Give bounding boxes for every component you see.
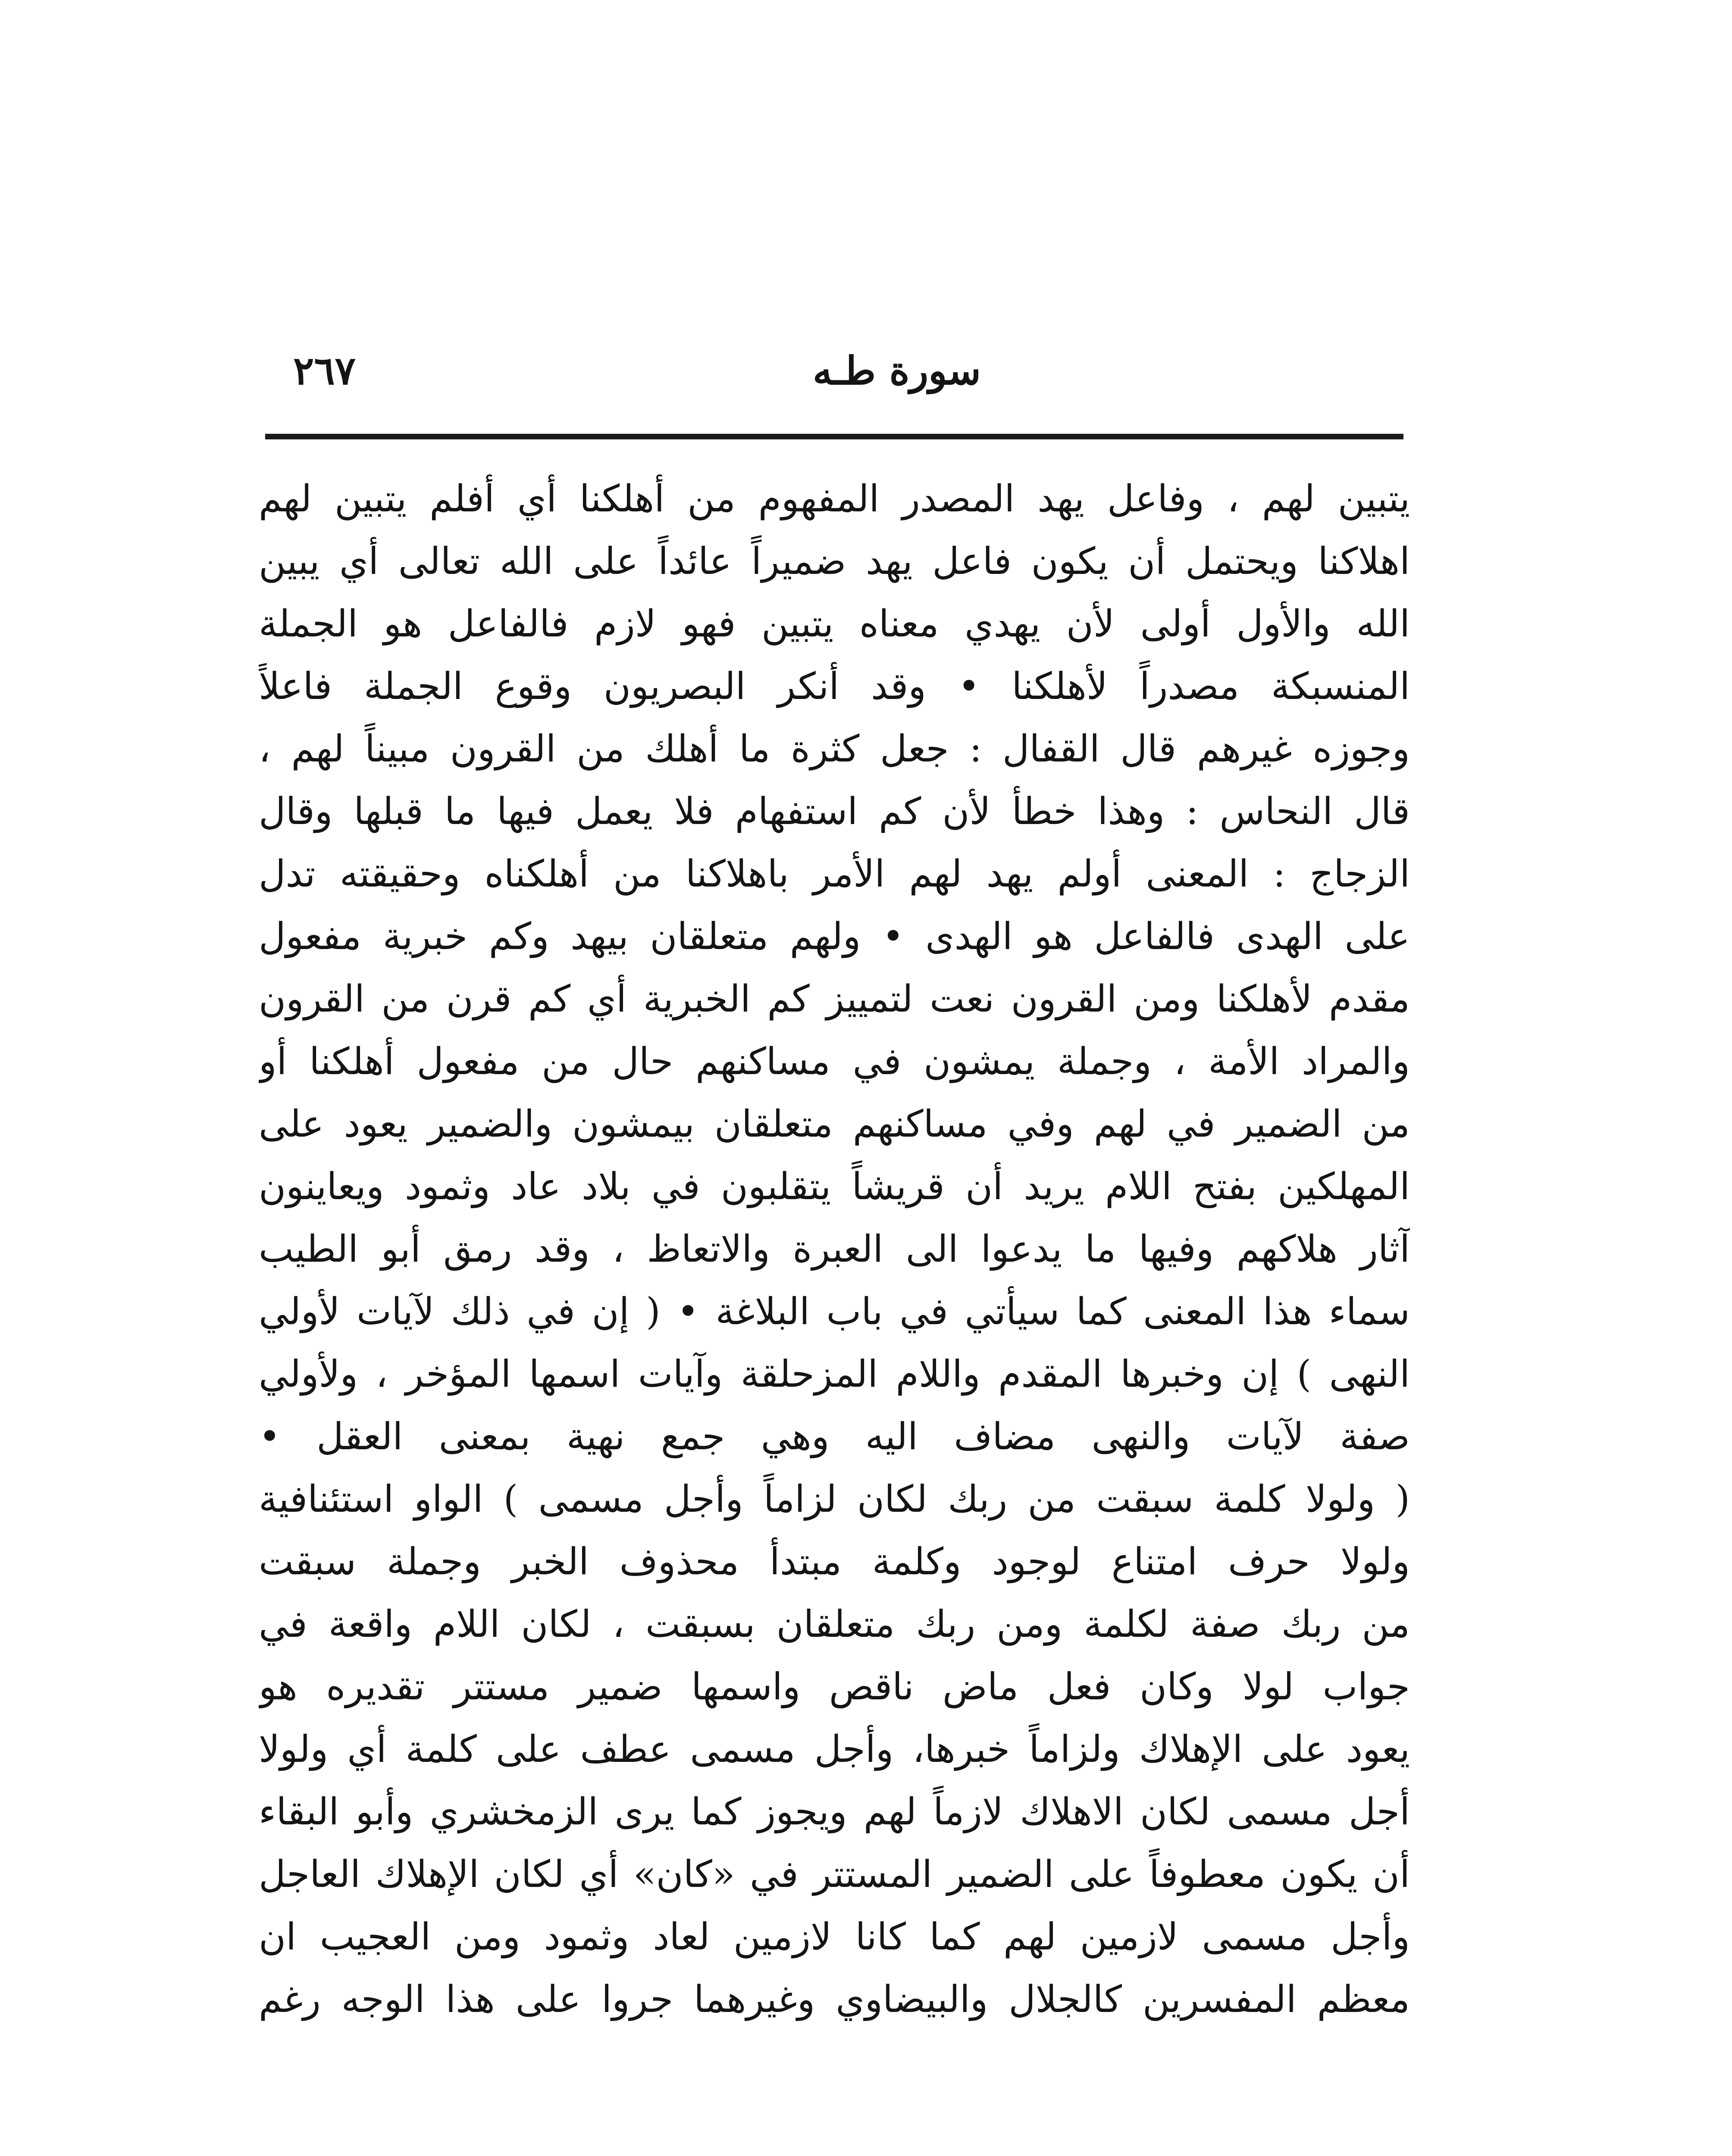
body-text bbox=[259, 468, 1410, 2031]
text-line: المهلكين بفتح اللام يريد أن قريشاً يتقلبون في بلاد عاد وثمود ويعاينون bbox=[259, 1165, 1410, 1208]
text-line: صفة لآيات والنهى مضاف اليه وهي جمع نهية بمعنى العقل • bbox=[259, 1415, 1410, 1458]
text-line: المنسبكة مصدراً لأهلكنا • وقد أنكر البصريون وقوع الجملة فاعلاً bbox=[259, 665, 1410, 708]
text-line: آثار هلاكهم وفيها ما يدعوا الى العبرة والاتعاظ ، وقد رمق أبو الطيب bbox=[259, 1228, 1410, 1271]
text-line: اهلاكنا ويحتمل أن يكون فاعل يهد ضميراً عائداً على الله تعالى أي يبين bbox=[259, 540, 1410, 583]
text-line: ( ولولا كلمة سبقت من ربك لكان لزاماً وأجل مسمى ) الواو استئنافية bbox=[259, 1478, 1410, 1521]
text-line: والمراد الأمة ، وجملة يمشون في مساكنهم حال من مفعول أهلكنا أو bbox=[259, 1040, 1410, 1083]
text-line: سماء هذا المعنى كما سيأتي في باب البلاغة • ( إن في ذلك لآيات لأولي bbox=[259, 1290, 1410, 1333]
text-line: وجوزه غيرهم قال القفال : جعل كثرة ما أهلك من القرون مبيناً لهم ، bbox=[259, 727, 1410, 771]
text-line: وأجل مسمى لازمين لهم كما كانا لازمين لعاد وثمود ومن العجيب ان bbox=[259, 1915, 1410, 1959]
text-line: معظم المفسرين كالجلال والبيضاوي وغيرهما جروا على هذا الوجه رغم bbox=[259, 1978, 1410, 2021]
text-line: من ربك صفة لكلمة ومن ربك متعلقان بسبقت ، لكان اللام واقعة في bbox=[259, 1603, 1410, 1646]
text-line: ولولا حرف امتناع لوجود وكلمة مبتدأ محذوف الخبر وجملة سبقت bbox=[259, 1540, 1410, 1583]
text-line: جواب لولا وكان فعل ماض ناقص واسمها ضمير مستتر تقديره هو bbox=[259, 1665, 1410, 1708]
header-divider bbox=[265, 434, 1403, 439]
text-line: مقدم لأهلكنا ومن القرون نعت لتمييز كم الخبرية أي كم قرن من القرون bbox=[259, 978, 1410, 1021]
text-line: على الهدى فالفاعل هو الهدى • ولهم متعلقان بيهد وكم خبرية مفعول bbox=[259, 915, 1410, 958]
text-line: قال النحاس : وهذا خطأ لأن كم استفهام فلا يعمل فيها ما قبلها وقال bbox=[259, 790, 1410, 833]
text-line: أن يكون معطوفاً على الضمير المستتر في «كان» أي لكان الإهلاك العاجل bbox=[259, 1853, 1410, 1896]
text-line: من الضمير في لهم وفي مساكنهم متعلقان بيمشون والضمير يعود على bbox=[259, 1103, 1410, 1146]
text-line: الله والأول أولى لأن يهدي معناه يتبين فهو لازم فالفاعل هو الجملة bbox=[259, 602, 1410, 646]
text-line: يعود على الإهلاك ولزاماً خبرها، وأجل مسمى عطف على كلمة أي ولولا bbox=[259, 1728, 1410, 1771]
page-title: سورة طـه bbox=[812, 348, 981, 394]
page-number: ٢٦٧ bbox=[293, 348, 356, 394]
text-line: الزجاج : المعنى أولم يهد لهم الأمر باهلاكنا من أهلكناه وحقيقته تدل bbox=[259, 852, 1410, 896]
page-header bbox=[259, 336, 1410, 410]
text-line: يتبين لهم ، وفاعل يهد المصدر المفهوم من أهلكنا أي أفلم يتبين لهم bbox=[259, 477, 1410, 520]
text-line: أجل مسمى لكان الاهلاك لازماً لهم ويجوز كما يرى الزمخشري وأبو البقاء bbox=[259, 1790, 1410, 1833]
text-line: النهى ) إن وخبرها المقدم واللام المزحلقة وآيات اسمها المؤخر ، ولأولي bbox=[259, 1353, 1410, 1396]
